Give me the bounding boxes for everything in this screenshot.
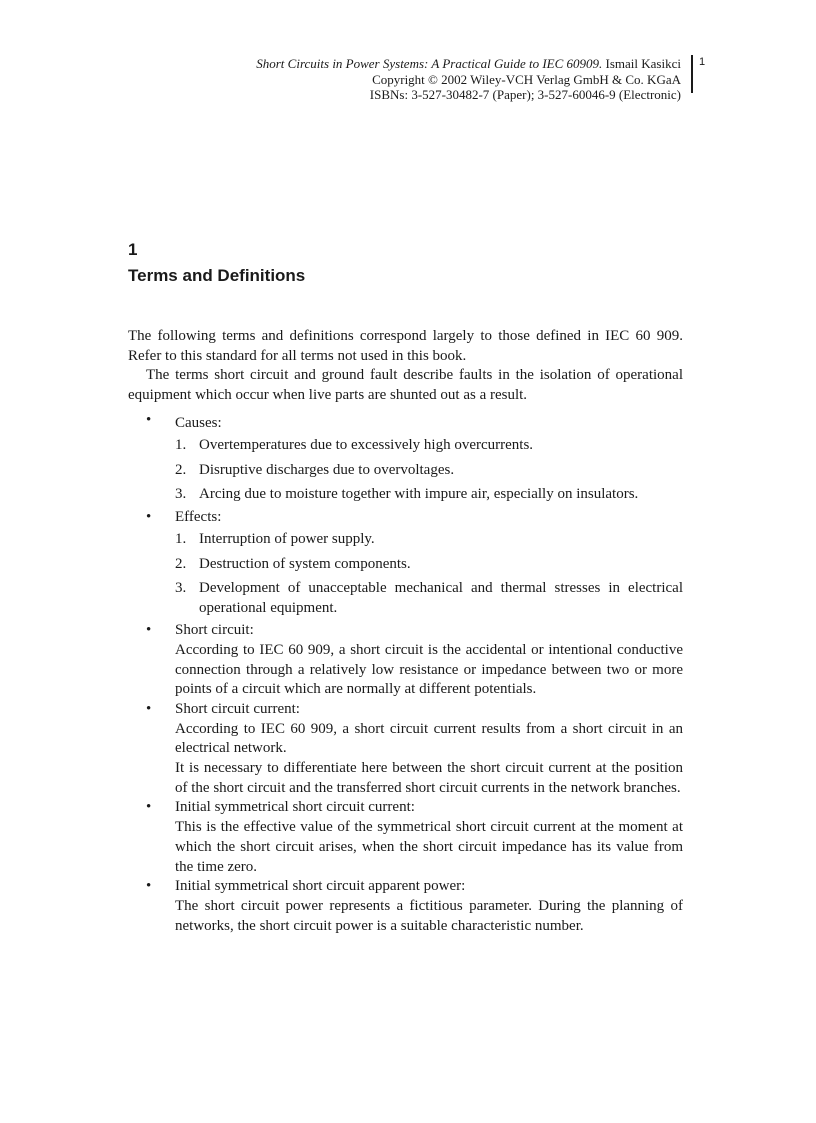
bullet-description: According to IEC 60 909, a short circuit current results from a short circuit in an electrical network. xyxy=(175,720,683,757)
list-item-effects xyxy=(128,508,683,622)
list-item-short-circuit xyxy=(128,621,683,700)
list-item xyxy=(175,527,683,552)
item-text: Disruptive discharges due to overvoltages. xyxy=(199,461,455,478)
bullet-label: • Short circuit: xyxy=(175,622,254,639)
list-item-initial-power xyxy=(128,877,683,936)
bullet-label: • Initial symmetrical short circuit current: xyxy=(175,799,415,816)
running-header xyxy=(121,56,681,103)
list-item xyxy=(175,483,683,508)
intro-paragraph-2: The terms short circuit and ground fault describe faults in the isolation of operational equipment which occur when live parts are shunted out as a result. xyxy=(128,367,683,404)
copyright-line: Copyright © 2002 Wiley-VCH Verlag GmbH & Co. KGaA xyxy=(372,71,681,87)
list-item xyxy=(175,552,683,577)
item-text: Overtemperatures due to excessively high overcurrents. xyxy=(199,437,534,454)
list-item xyxy=(175,458,683,483)
bullet-label: • Initial symmetrical short circuit apparent power: xyxy=(175,878,466,895)
list-item-causes xyxy=(128,411,683,508)
chapter-title: Terms and Definitions xyxy=(128,266,306,285)
item-text: Interruption of power supply. xyxy=(199,530,375,547)
item-text: Destruction of system components. xyxy=(199,555,411,572)
page-number xyxy=(691,55,705,93)
running-header-line-1 xyxy=(121,56,681,72)
item-number: 1. xyxy=(175,437,187,454)
bullet-description: This is the effective value of the symmetrical short circuit current at the moment at which the short circuit arises, when the short circuit impedance has its value from the time zero. xyxy=(175,819,683,875)
list-item-initial-current xyxy=(128,798,683,877)
bullet-label: • Causes: xyxy=(175,414,222,431)
item-number: 1. xyxy=(175,530,187,547)
bullet-description: The short circuit power represents a fictitious parameter. During the planning of networks, the short circuit power is a suitable characteristic number. xyxy=(175,897,683,934)
item-number: 3. xyxy=(175,486,187,503)
chapter-number: 1 xyxy=(128,240,138,259)
list-item xyxy=(175,577,683,621)
bullet-label: • Short circuit current: xyxy=(175,700,300,717)
item-text: Arcing due to moisture together with impure air, especially on insulators. xyxy=(199,486,639,503)
item-number: 2. xyxy=(175,461,187,478)
page-number-text: 1 xyxy=(699,56,706,68)
item-number: 3. xyxy=(175,580,187,597)
bullet-description: According to IEC 60 909, a short circuit is the accidental or intentional conductive connection through a relatively low resistance or impedance between two or more points of a circuit which are normally at different potentials. xyxy=(175,641,683,698)
isbn-line: ISBNs: 3-527-30482-7 (Paper); 3-527-60046-9 (Electronic) xyxy=(369,87,681,102)
intro-paragraph-1: The following terms and definitions correspond largely to those defined in IEC 60 909. Refer to this standard for all terms not used in this book. xyxy=(128,328,683,364)
body-text xyxy=(128,327,683,936)
item-text: Development of unacceptable mechanical and thermal stresses in electrical operational equipment. xyxy=(199,580,683,616)
effects-sublist xyxy=(175,527,683,621)
book-title: Short Circuits in Power Systems: A Practical Guide to IEC 60909. xyxy=(256,56,603,71)
definitions-list xyxy=(128,411,683,937)
author-name: Ismail Kasikci xyxy=(602,56,681,71)
item-number: 2. xyxy=(175,555,187,572)
list-item-short-circuit-current xyxy=(128,700,683,799)
causes-sublist xyxy=(175,434,683,508)
bullet-description: It is necessary to differentiate here between the short circuit current at the position of the short circuit and the transferred short circuit currents in the network branches. xyxy=(175,760,683,796)
bullet-label: • Effects: xyxy=(175,508,222,525)
list-item xyxy=(175,434,683,459)
